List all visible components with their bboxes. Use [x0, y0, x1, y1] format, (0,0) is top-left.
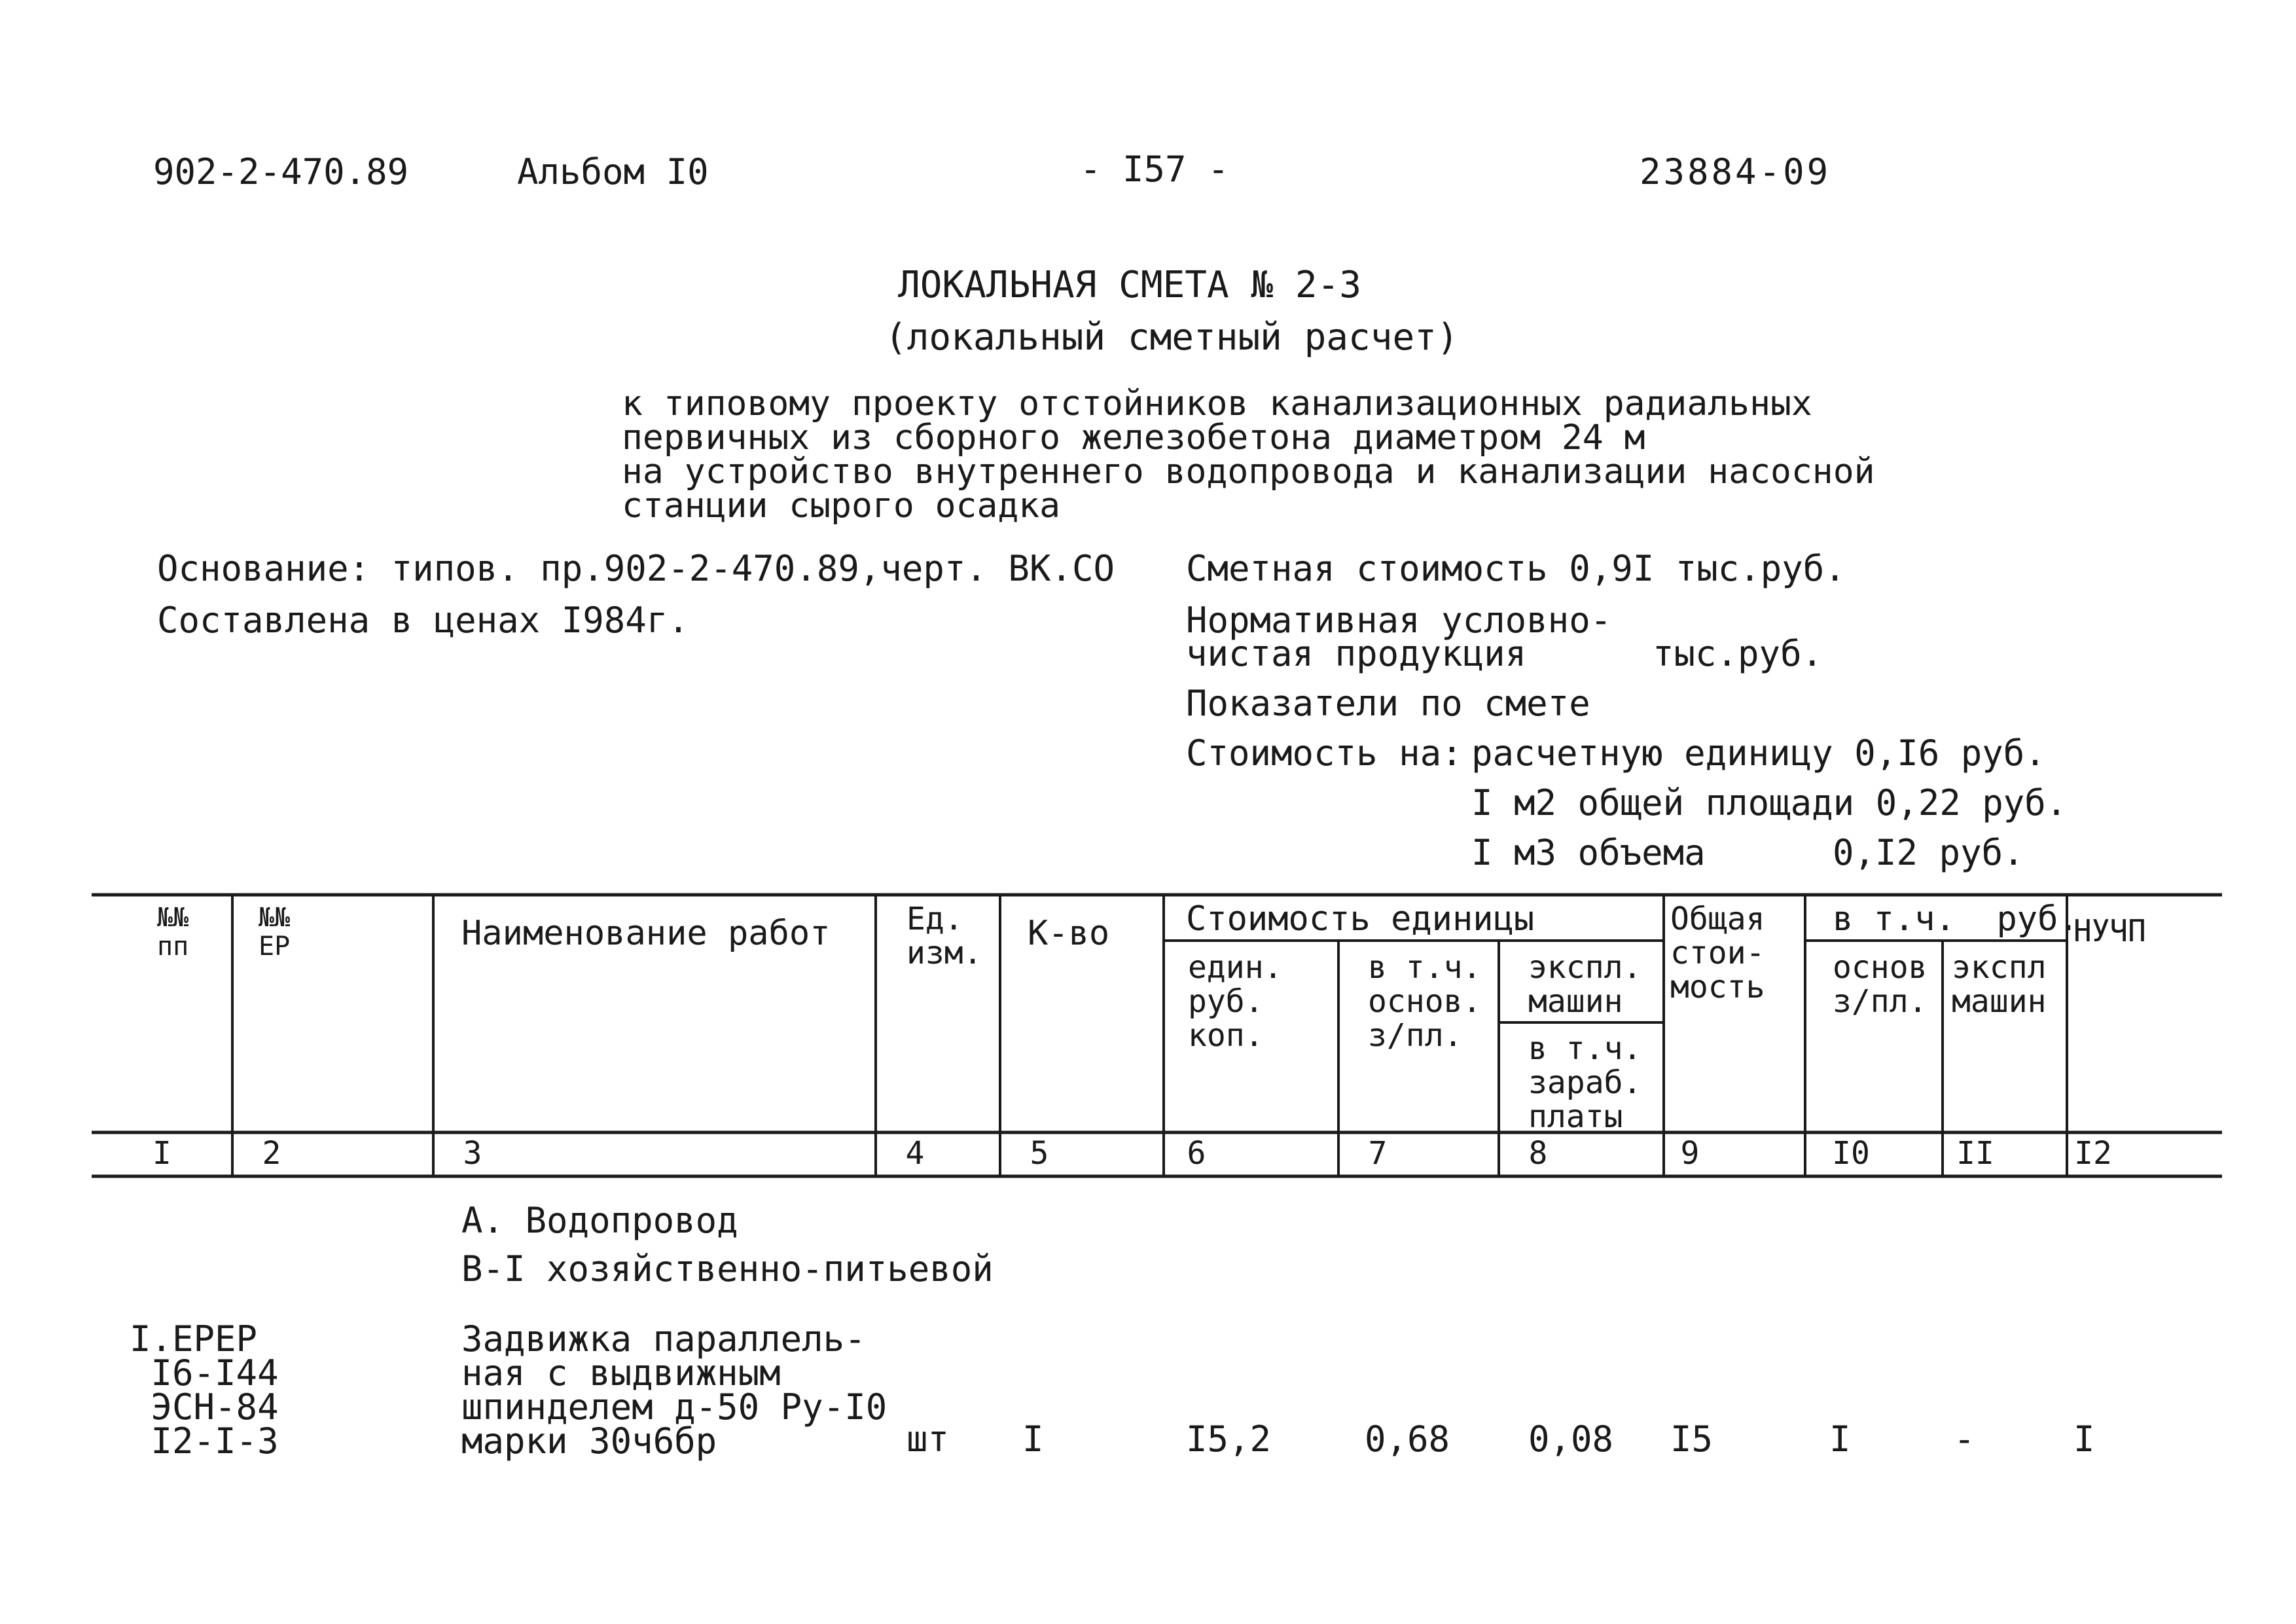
normative-product-line-1: Нормативная условно- [1186, 600, 1612, 641]
col-number: 9 [1680, 1135, 1700, 1172]
subject-line-1: к типовому проекту отстойников канализационных радиальных [622, 384, 1812, 424]
cost-per-m3-label: I м3 объема [1471, 832, 1706, 873]
row-name: Задвижка параллель- ная с выдвижным шпинделем д-50 Ру-I0 марки 30ч6бр [461, 1318, 888, 1462]
header-er: №№ ЕР [259, 903, 291, 962]
cost-per-m3-value: 0,I2 руб. [1833, 832, 2024, 873]
col-number: II [1956, 1135, 1994, 1172]
header-name: Наименование работ [461, 914, 831, 953]
row-qty: I [1022, 1418, 1044, 1460]
row-nuchp: I [2073, 1418, 2095, 1460]
header-total-wage: основ з/пл. [1833, 949, 1928, 1020]
normative-product-unit: тыс.руб. [1653, 633, 1823, 674]
indicators-label: Показатели по смете [1186, 683, 1590, 724]
header-unit-price: един. руб. коп. [1188, 949, 1283, 1054]
col-number: 6 [1187, 1135, 1206, 1172]
header-machines: экспл. машин [1528, 949, 1642, 1020]
project-code: 902-2-470.89 [153, 151, 409, 192]
cost-per-m2: I м2 общей площади 0,22 руб. [1471, 782, 2068, 823]
row-total-machines: - [1954, 1418, 1975, 1460]
header-incl-wage: в т.ч. основ. з/пл. [1368, 949, 1482, 1054]
row-unit-price: I5,2 [1186, 1418, 1272, 1460]
header-incl-wage-machines: в т.ч. зараб. платы [1528, 1030, 1642, 1135]
col-number: I [152, 1135, 171, 1172]
header-pp: №№ пп [157, 903, 189, 962]
header-unit: Ед. изм. [906, 901, 982, 971]
cost-per-unit: расчетную единицу 0,I6 руб. [1471, 732, 2046, 774]
header-unit-cost: Стоимость единицы [1186, 899, 1535, 939]
col-number: I2 [2074, 1135, 2112, 1172]
prices-year: Составлена в ценах I984г. [157, 600, 689, 641]
cost-on-label: Стоимость на: [1186, 732, 1463, 774]
document-number: 23884-09 [1640, 151, 1831, 192]
subject-line-2: первичных из сборного железобетона диаметром 24 м [622, 418, 1645, 458]
header-nuchp: НУЧП [2073, 913, 2146, 948]
col-number: 4 [905, 1135, 925, 1172]
section-title: А. Водопровод [461, 1200, 738, 1241]
page-number: - I57 - [1080, 149, 1229, 190]
estimated-cost: Сметная стоимость 0,9I тыс.руб. [1186, 548, 1846, 589]
page-title: ЛОКАЛЬНАЯ СМЕТА № 2-3 [898, 264, 1362, 306]
row-machines: 0,08 [1528, 1418, 1614, 1460]
row-total-wage: I [1829, 1418, 1851, 1460]
row-unit: шт [906, 1418, 950, 1460]
subsection-title: В-I хозяйственно-питьевой [461, 1248, 994, 1290]
row-wage: 0,68 [1365, 1418, 1450, 1460]
col-number: 7 [1368, 1135, 1388, 1172]
row-codes: I.ЕРЕР I6-I44 ЭСН-84 I2-I-3 [130, 1318, 279, 1462]
subject-line-4: станции сырого осадка [622, 486, 1061, 526]
header-incl-rub: в т.ч. руб. [1833, 899, 2079, 939]
col-number: 2 [262, 1135, 281, 1172]
normative-product-line-2: чистая продукция [1186, 633, 1527, 674]
basis-text: Основание: типов. пр.902-2-470.89,черт. ВК.СО [157, 548, 1115, 589]
header-total: Общая стои- мость [1670, 901, 1765, 1005]
subject-line-3: на устройство внутреннего водопровода и канализации насосной [622, 452, 1875, 492]
row-total: I5 [1670, 1418, 1713, 1460]
header-qty: К-во [1028, 914, 1110, 953]
col-number: 3 [463, 1135, 482, 1172]
col-number: 8 [1528, 1135, 1548, 1172]
header-total-machines: экспл машин [1952, 949, 2047, 1020]
album-label: Альбом I0 [517, 151, 709, 192]
col-number: I0 [1832, 1135, 1870, 1172]
col-number: 5 [1030, 1135, 1049, 1172]
page-subtitle: (локальный сметный расчет) [885, 316, 1459, 359]
